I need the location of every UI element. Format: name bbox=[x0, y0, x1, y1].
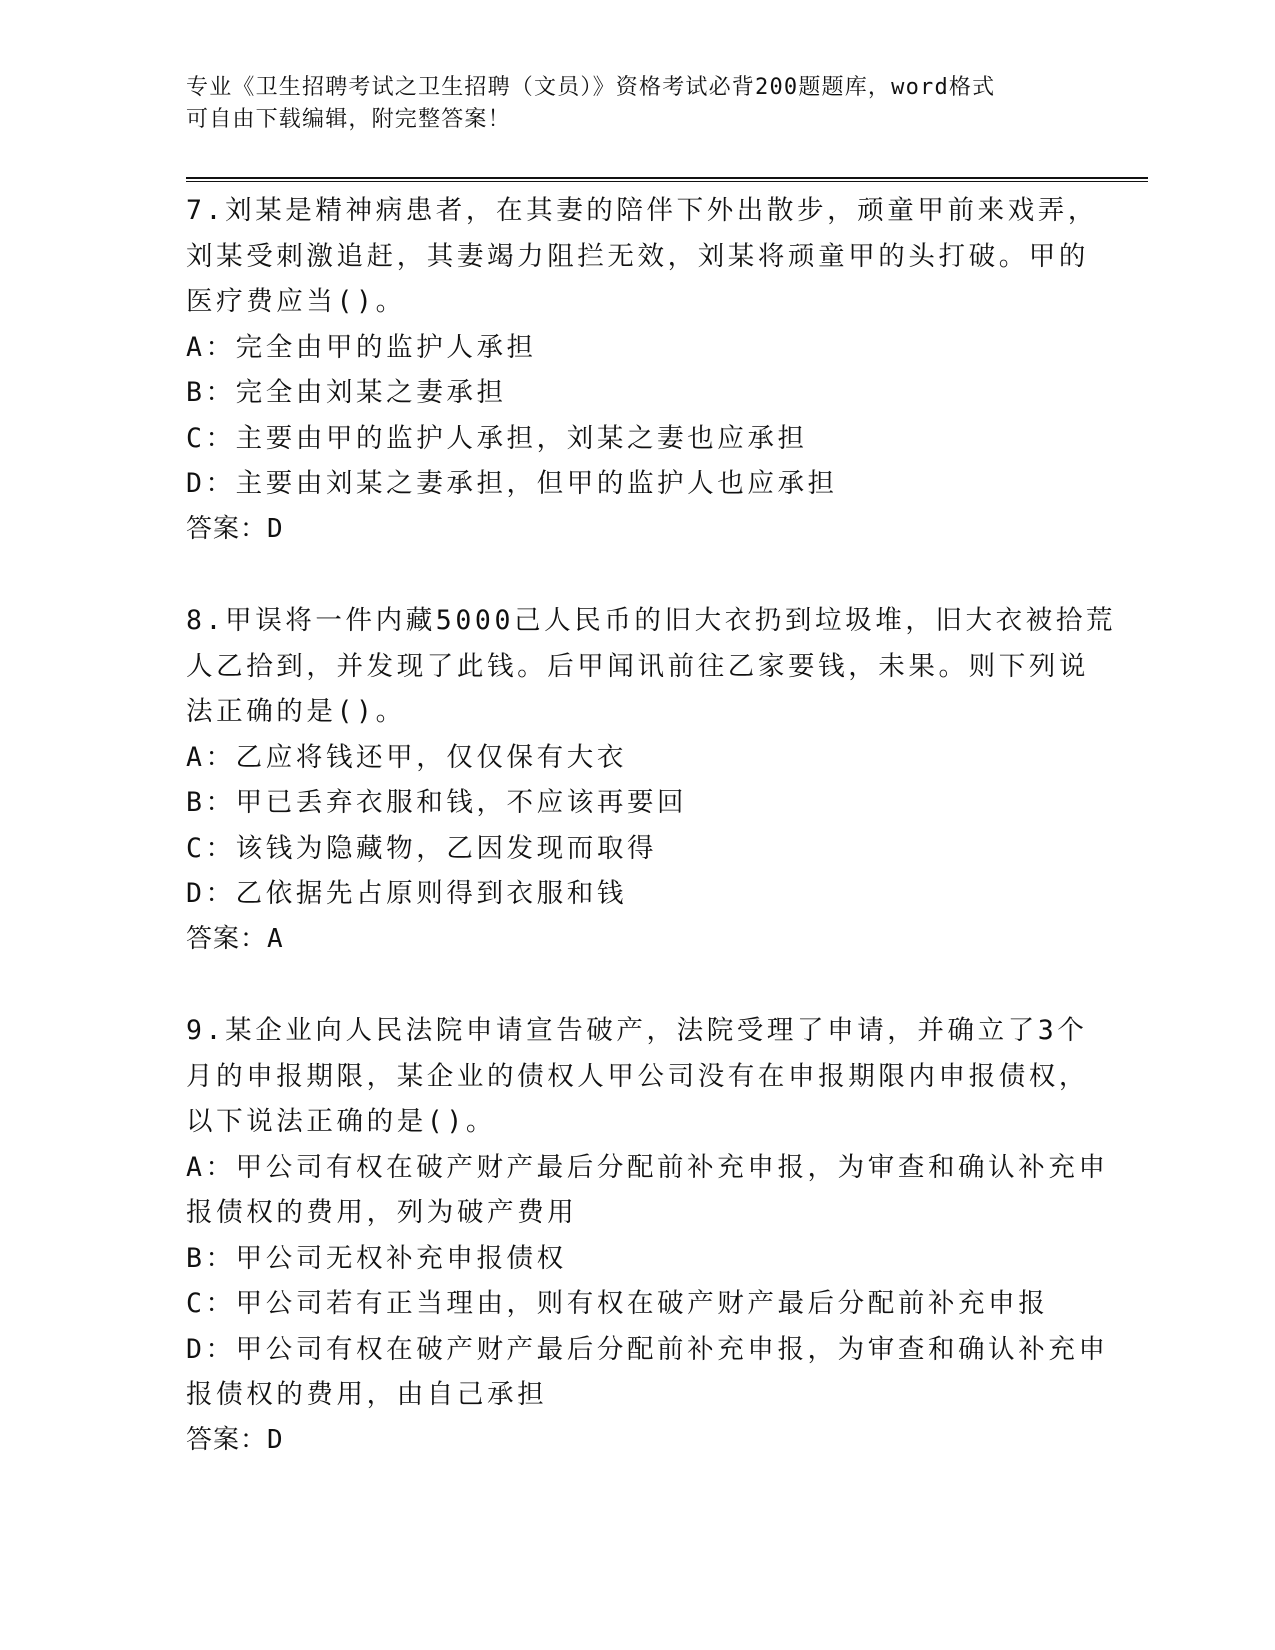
answer-value: D bbox=[267, 1424, 284, 1455]
header-title-line-2: 可自由下载编辑，附完整答案！ bbox=[186, 107, 511, 132]
option-c: C：主要由甲的监护人承担，刘某之妻也应承担 bbox=[186, 422, 808, 454]
answer-line bbox=[186, 1418, 1086, 1464]
option-d-continuation: 报债权的费用，由自己承担 bbox=[186, 1379, 548, 1410]
option-c: C：甲公司若有正当理由，则有权在破产财产最后分配前补充申报 bbox=[186, 1288, 1049, 1319]
answer-label: 答案： bbox=[186, 1424, 268, 1455]
question-stem-line: 刘某受刺激追赶，其妻竭力阻拦无效，刘某将顽童甲的头打破。甲的 bbox=[186, 240, 1089, 272]
question-7 bbox=[186, 188, 1099, 552]
question-list bbox=[186, 188, 1117, 1463]
option-a-continuation: 报债权的费用，列为破产费用 bbox=[186, 1197, 578, 1228]
option-b: B：甲公司无权补充申报债权 bbox=[186, 1242, 567, 1274]
question-stem-line: 法正确的是()。 bbox=[186, 696, 406, 727]
answer-value: A bbox=[267, 923, 284, 954]
option-d: D：乙依据先占原则得到衣服和钱 bbox=[186, 878, 627, 909]
question-stem-line: 以下说法正确的是()。 bbox=[186, 1106, 497, 1137]
option-a: A：甲公司有权在破产财产最后分配前补充申报，为审查和确认补充申 bbox=[186, 1151, 1109, 1183]
option-a: A：乙应将钱还甲，仅仅保有大衣 bbox=[186, 741, 627, 773]
option-c: C：该钱为隐藏物，乙因发现而取得 bbox=[186, 832, 658, 864]
question-8 bbox=[186, 598, 1117, 962]
question-stem-line: 月的申报期限，某企业的债权人甲公司没有在申报期限内申报债权， bbox=[186, 1060, 1089, 1092]
option-b: B：甲已丢弃衣服和钱，不应该再要回 bbox=[186, 787, 688, 818]
question-stem-line: 8.甲误将一件内藏5000己人民币的旧大衣扔到垃圾堆，旧大衣被拾荒 bbox=[186, 605, 1117, 636]
option-d: D：甲公司有权在破产财产最后分配前补充申报，为审查和确认补充申 bbox=[186, 1333, 1109, 1365]
option-b: B：完全由刘某之妻承担 bbox=[186, 377, 507, 408]
answer-value: D bbox=[267, 513, 284, 544]
answer-line bbox=[186, 507, 1086, 553]
answer-label: 答案： bbox=[186, 923, 268, 954]
document-header bbox=[186, 72, 1086, 136]
question-stem-line: 7.刘某是精神病患者，在其妻的陪伴下外出散步，顽童甲前来戏弄， bbox=[186, 195, 1099, 226]
answer-line bbox=[186, 917, 1086, 963]
answer-label: 答案： bbox=[186, 513, 268, 544]
option-a: A：完全由甲的监护人承担 bbox=[186, 331, 537, 363]
question-9 bbox=[186, 1008, 1109, 1463]
question-stem-line: 医疗费应当()。 bbox=[186, 286, 406, 317]
header-title-line-1: 专业《卫生招聘考试之卫生招聘（文员）》资格考试必背200题题库，word格式 bbox=[186, 75, 996, 100]
header-divider-thin bbox=[186, 181, 1148, 182]
question-stem-line: 9.某企业向人民法院申请宣告破产，法院受理了申请，并确立了3个 bbox=[186, 1015, 1088, 1046]
option-d: D：主要由刘某之妻承担，但甲的监护人也应承担 bbox=[186, 468, 838, 499]
header-divider-thick bbox=[186, 177, 1148, 179]
question-stem-line: 人乙拾到，并发现了此钱。后甲闻讯前往乙家要钱，未果。则下列说 bbox=[186, 650, 1089, 682]
